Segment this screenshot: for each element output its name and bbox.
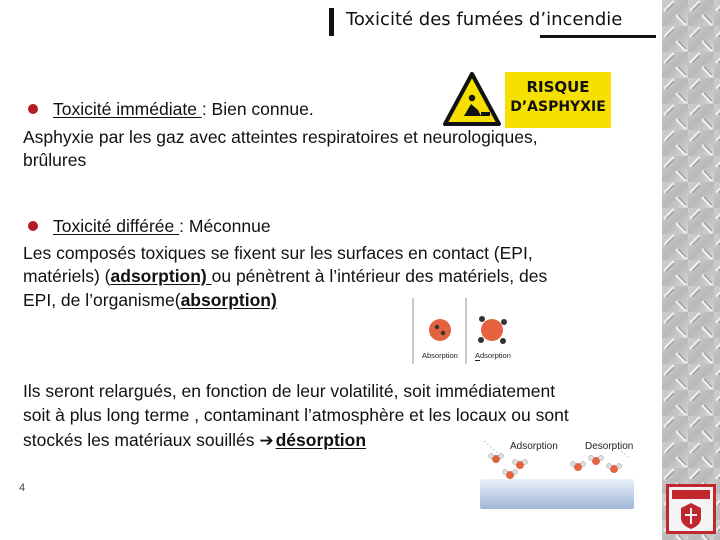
section2-suffix: : Méconnue bbox=[179, 216, 271, 236]
title-underline bbox=[540, 35, 656, 38]
diagram1-label-adsorption: Adsorption bbox=[475, 351, 511, 360]
adsorption-term: adsorption) bbox=[110, 266, 212, 286]
right-arrow-icon: ➔ bbox=[259, 431, 274, 450]
section3-line3: stockés les matériaux souillés ➔ désorption bbox=[23, 430, 367, 450]
bullet-icon bbox=[28, 221, 38, 231]
section3-line1: Ils seront relargués, en fonction de leur volatilité, soit immédiatement bbox=[23, 381, 556, 401]
absorption-term: absorption) bbox=[180, 290, 277, 310]
molecule-icon bbox=[489, 454, 504, 464]
absorbent-particle bbox=[429, 319, 451, 341]
warning-triangle-icon bbox=[445, 74, 499, 124]
molecule-icon bbox=[513, 460, 528, 470]
adsorption-desorption-diagram bbox=[476, 437, 636, 511]
bullet-icon bbox=[28, 104, 38, 114]
page-title: Toxicité des fumées d’incendie bbox=[346, 9, 623, 30]
asphyxia-risk-badge bbox=[441, 68, 614, 130]
fire-service-logo bbox=[666, 484, 716, 534]
badge-line-2: D’ASPHYXIE bbox=[510, 99, 606, 115]
molecule-icon bbox=[571, 462, 586, 472]
diagram2-label-desorption: Desorption bbox=[585, 441, 634, 452]
section1-suffix: : Bien connue. bbox=[201, 99, 314, 119]
diamond-plate-background-right bbox=[662, 0, 720, 540]
adsorbent-particle bbox=[481, 319, 503, 341]
molecule-icon bbox=[503, 470, 518, 480]
section3-line2: soit à plus long terme , contaminant l’atmosphère et les locaux ou sont bbox=[23, 405, 569, 425]
header-accent-bar bbox=[329, 8, 334, 36]
adsorbent-surface bbox=[480, 479, 634, 509]
section1-line3: brûlures bbox=[23, 150, 87, 170]
diagram2-label-adsorption: Adsorption bbox=[510, 441, 558, 452]
diagram1-label-absorption: Absorption bbox=[422, 351, 458, 360]
molecule-icon bbox=[607, 464, 622, 474]
page-number: 4 bbox=[19, 482, 26, 494]
section2-heading: Toxicité différée bbox=[53, 216, 180, 236]
badge-line-1: RISQUE bbox=[526, 78, 590, 96]
desorption-term: désorption bbox=[275, 430, 367, 450]
section2-line2: Les composés toxiques se fixent sur les surfaces en contact (EPI, bbox=[23, 243, 533, 263]
section1-heading: Toxicité immédiate bbox=[53, 99, 202, 119]
section2-line4: EPI, de l’organisme(absorption) bbox=[23, 290, 277, 310]
section1-title bbox=[53, 98, 314, 120]
section2-title bbox=[53, 215, 271, 237]
molecule-icon bbox=[589, 456, 604, 466]
absorption-adsorption-diagram bbox=[408, 298, 520, 364]
section1-line2: Asphyxie par les gaz avec atteintes respiratoires et neurologiques, bbox=[23, 127, 538, 147]
section2-line3: matériels) (adsorption) ou pénètrent à l’intérieur des matériels, des bbox=[23, 266, 548, 286]
